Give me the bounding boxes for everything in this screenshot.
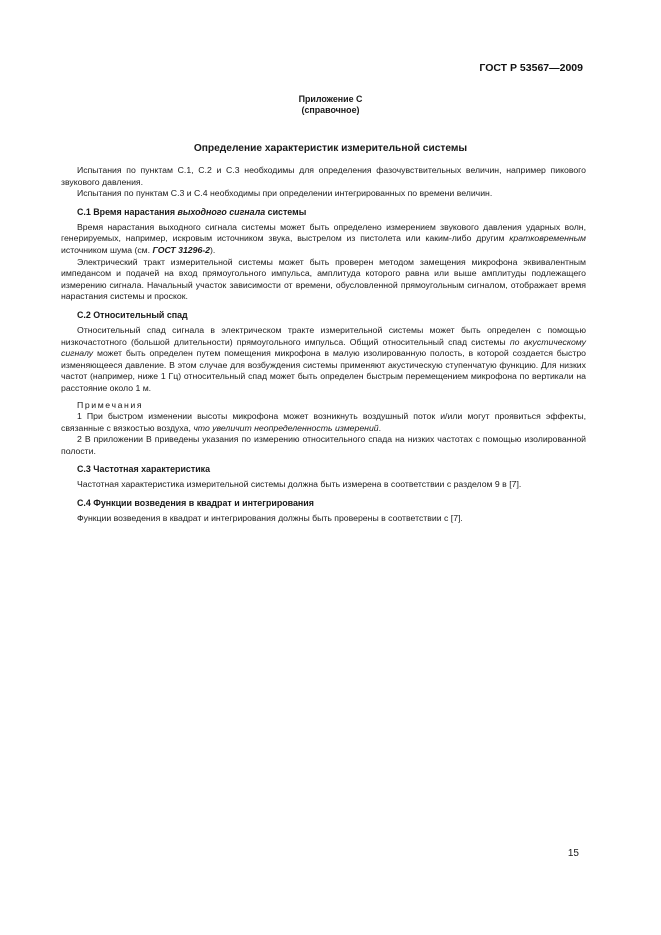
notes-title: Примечания bbox=[77, 399, 144, 410]
appendix-label bbox=[0, 94, 661, 116]
paragraph-text: Время нарастания выходного сигнала системы может быть определено измерением звукового давления ударных волн, генерируемых, например, искровым источником звука, выстрелом из пистолета или каким-либо другим bbox=[61, 221, 586, 244]
section-c1-paragraph-2: Электрический тракт измерительной системы может быть проверен методом замещения микрофона эквивалентным импедансом и подачей на вход прямоугольного импульса, амплитуда которого равна или выше амплитуды подлежащего измерению сигнала. Начальный участок зависимости от времени, обусловленной прямоугольным сигналом, отображает время нарастания системы и проскок. bbox=[61, 256, 586, 302]
section-c1-heading bbox=[61, 206, 586, 218]
paragraph-text: ). bbox=[210, 244, 216, 255]
heading-text: системы bbox=[265, 206, 307, 217]
appendix-type: (справочное) bbox=[301, 105, 360, 115]
appendix-title: Приложение С bbox=[298, 94, 363, 104]
italic-text: по акустическому сигналу bbox=[61, 336, 587, 359]
paragraph-text: Относительный спад сигнала в электрическом тракте измерительной системы может быть определен с помощью низкочастотного (большой длительности) прямоугольного импульса. Общий относительный спад системы bbox=[61, 324, 586, 347]
note-2: 2 В приложении В приведены указания по измерению относительного спада на низких частотах с помощью изолированной полости. bbox=[61, 434, 586, 456]
intro-paragraph-1: Испытания по пунктам С.1, С.2 и С.3 необходимы для определения фазочувствительных величин, например пикового звукового давления. bbox=[61, 165, 586, 187]
note-1 bbox=[61, 411, 586, 434]
page-title: Определение характеристик измерительной системы bbox=[193, 143, 468, 154]
paragraph-text: может быть определен путем помещения микрофона в малую изолированную полость, в которой создается быстро изменяющееся давление. В этом случае для возбуждения системы применяют акустическую ступенчатую функцию. Для низких частот (например, ниже 1 Гц) относительный спад может быть определен быстрым перемещением микрофона по вертикали на расстояние около 1 м. bbox=[61, 348, 586, 393]
section-c3-paragraph-1: Частотная характеристика измерительной системы должна быть измерена в соответствии с разделом 9 в [7]. bbox=[77, 479, 522, 490]
section-c4-paragraph-1: Функции возведения в квадрат и интегрирования должны быть проверены в соответствии с [7]. bbox=[77, 513, 463, 524]
standard-reference: ГОСТ 31296-2 bbox=[152, 244, 211, 255]
standard-code: ГОСТ Р 53567—2009 bbox=[479, 62, 583, 74]
note-text: . bbox=[378, 422, 382, 433]
section-c2-heading: С.2 Относительный спад bbox=[77, 309, 188, 320]
section-c3-heading: С.3 Частотная характеристика bbox=[77, 464, 211, 475]
section-c1-paragraph-1 bbox=[61, 222, 586, 257]
italic-text: кратковременным bbox=[509, 233, 586, 244]
page-number: 15 bbox=[567, 848, 579, 859]
note-text: 1 При быстром изменении высоты микрофона может возникнуть воздушный поток и/или могут проявиться эффекты, связанные с вязкостью воздуха, bbox=[61, 411, 586, 433]
section-c2-paragraph-1 bbox=[61, 325, 586, 395]
section-c4-heading: С.4 Функции возведения в квадрат и интегрирования bbox=[77, 498, 314, 509]
paragraph-text: источником шума (см. bbox=[61, 244, 153, 255]
intro-paragraph-2: Испытания по пунктам С.3 и С.4 необходимы при определении интегрированных по времени величин. bbox=[77, 188, 493, 199]
italic-text: что увеличит неопределенность измерений bbox=[193, 422, 379, 433]
document-body bbox=[61, 165, 586, 525]
heading-italic-text: выходного сигнала bbox=[177, 206, 266, 217]
heading-text: С.1 Время нарастания bbox=[77, 206, 178, 217]
